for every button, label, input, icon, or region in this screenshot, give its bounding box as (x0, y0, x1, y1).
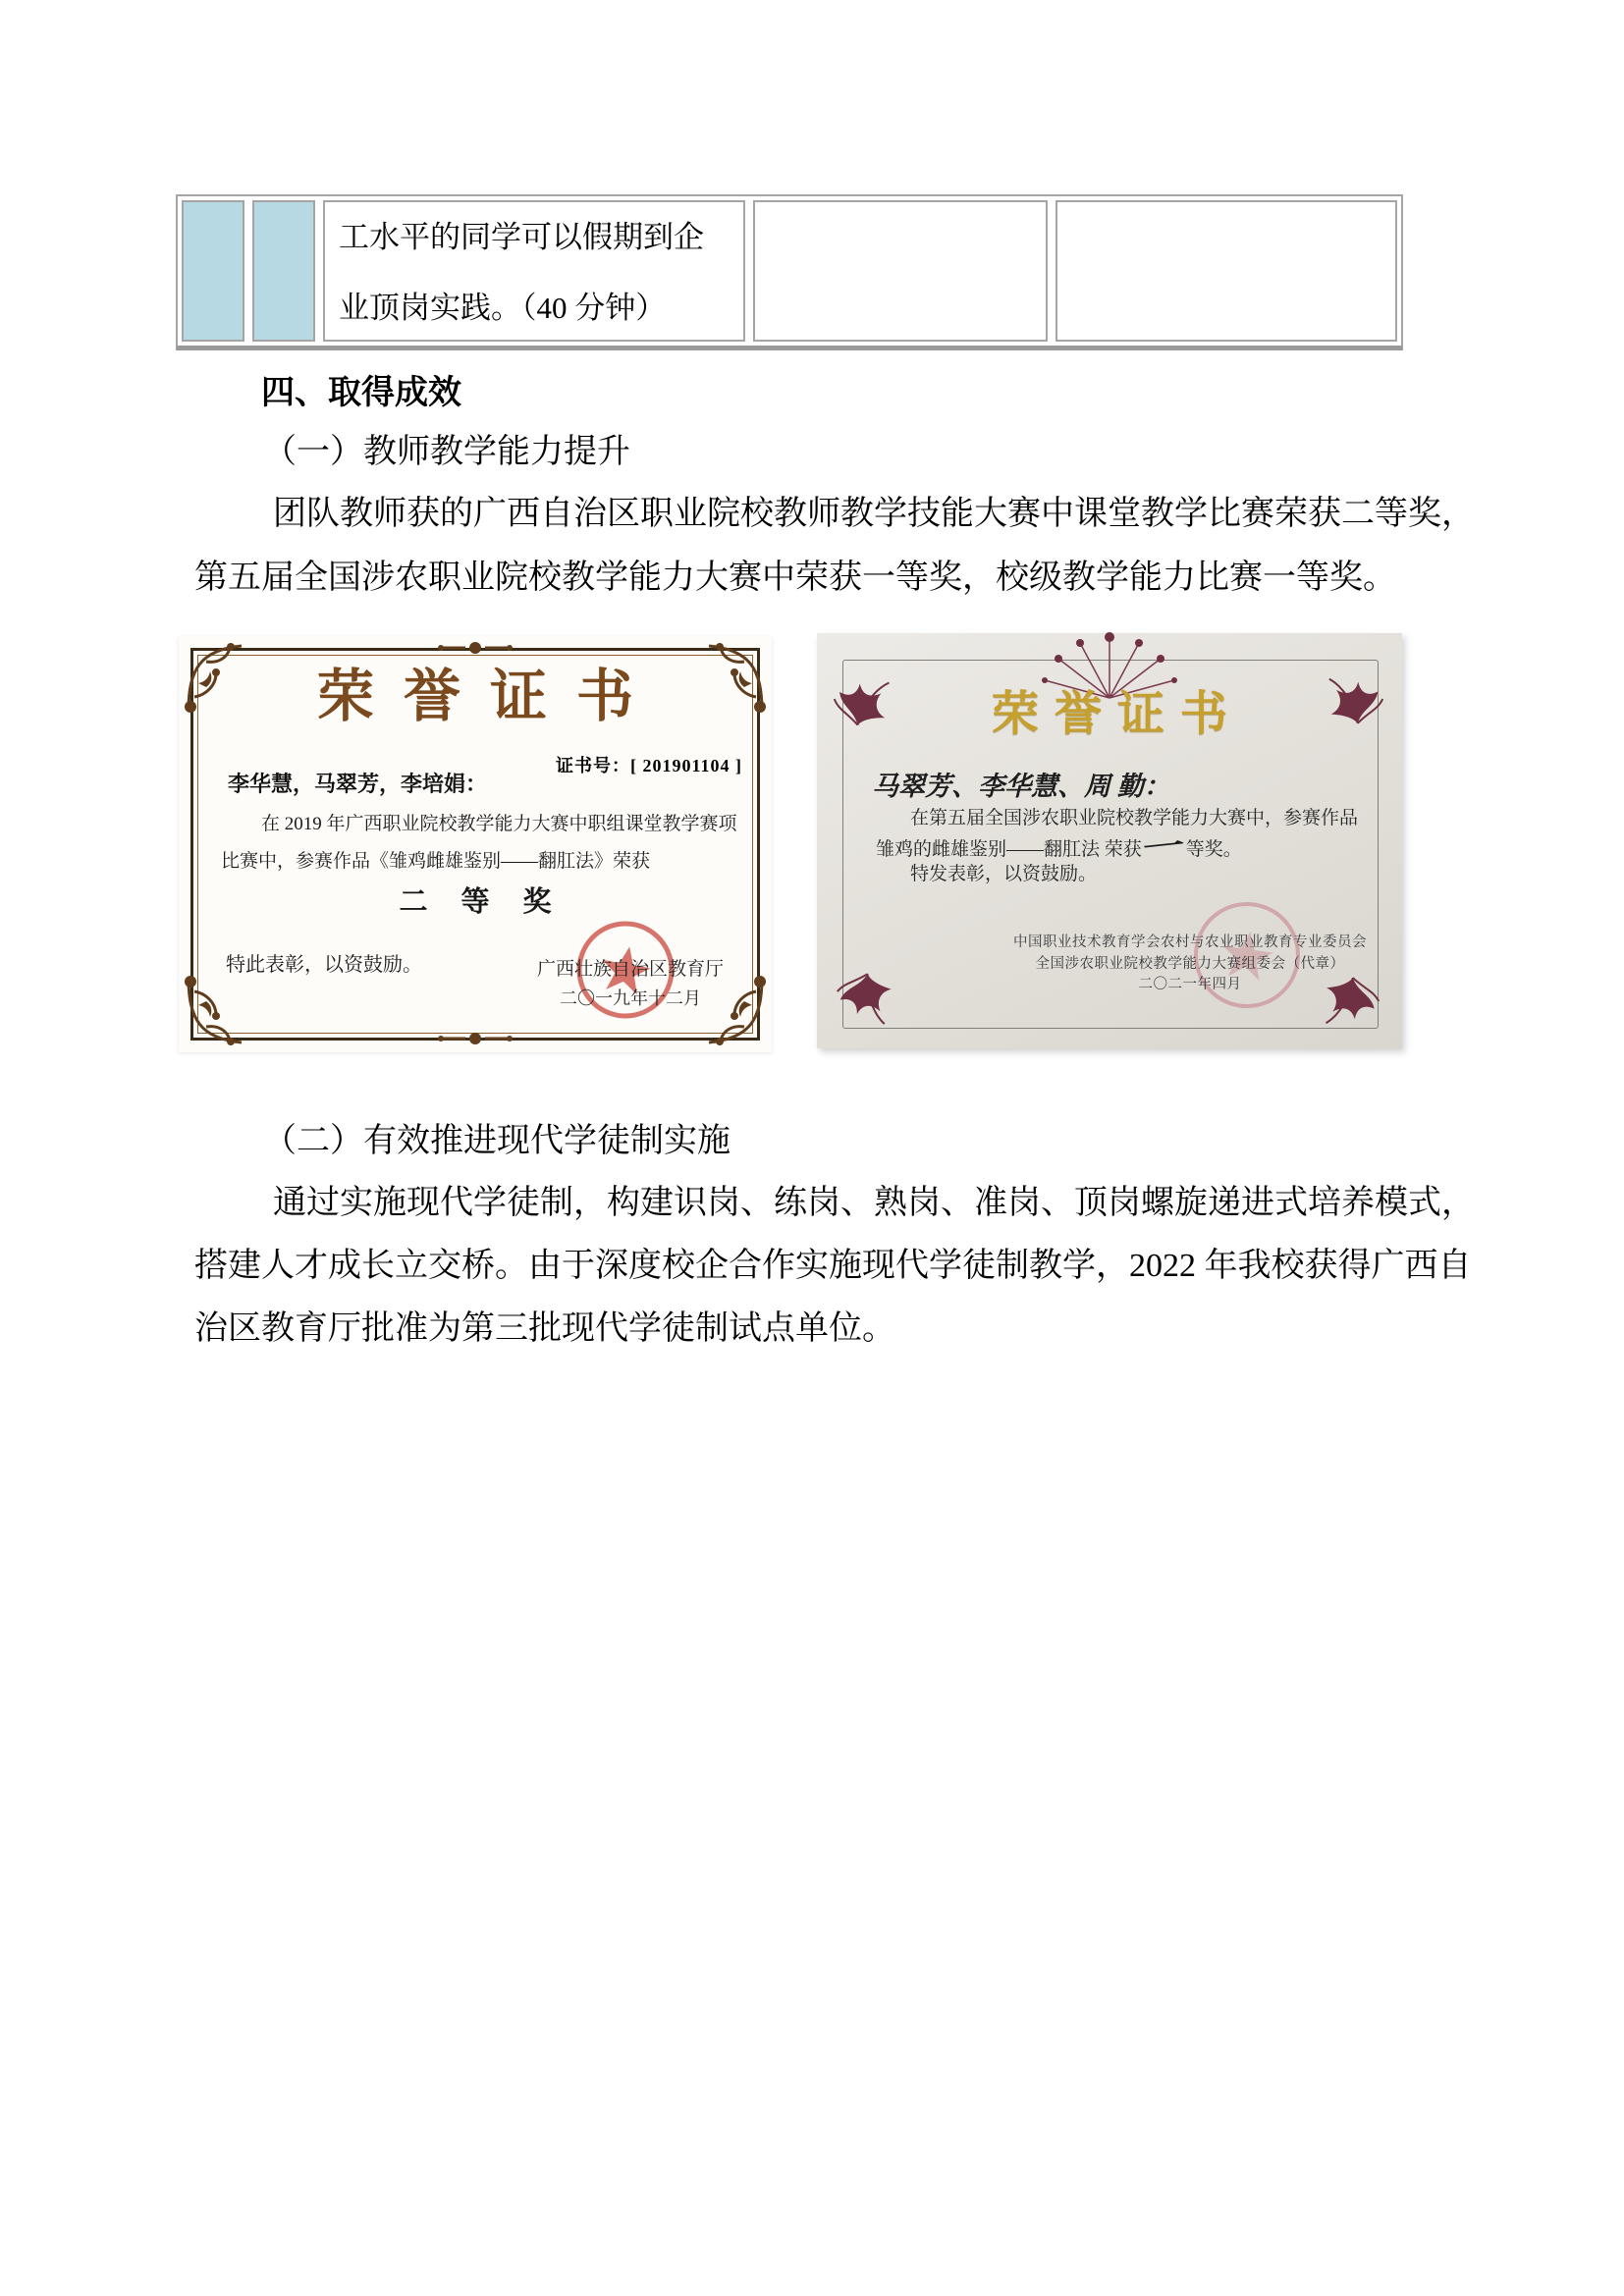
certificate-left-body-line-1: 在 2019 年广西职业院校教学能力大赛中职组课堂教学赛项 (261, 814, 737, 834)
table-fragment (176, 194, 1403, 350)
paragraph-1-line-1: 团队教师获的广西自治区职业院校教师教学技能大赛中课堂教学比赛荣获二等奖， (273, 496, 1475, 532)
certificate-right-body-line-2 (876, 831, 1242, 864)
certificate-right-body-line-2-suffix: 等奖。 (1185, 839, 1242, 860)
certificate-left-commendation: 特此表彰，以资鼓励。 (226, 954, 422, 976)
certificate-right-recipients: 马翠芳、李华慧、周 勤： (872, 772, 1170, 801)
certificate-left-recipients: 李华慧，马翠芳，李培娟： (228, 772, 488, 796)
certificate-image-left (179, 636, 772, 1052)
lily-flower-icon (829, 964, 899, 1035)
paragraph-2-line-3: 治区教育厅批准为第三批现代学徒制试点单位。 (194, 1310, 895, 1347)
certificate-right-date: 二〇二一年四月 (1138, 977, 1242, 992)
table-cell-blue-1 (182, 200, 244, 342)
certificate-right-issuer-line-2: 全国涉农职业院校教学能力大赛组委会（代章） (1035, 955, 1345, 972)
certificate-left-date: 二〇一九年十二月 (560, 988, 701, 1008)
subsection-heading-1: （一）教师教学能力提升 (263, 434, 630, 470)
section-heading: 四、取得成效 (261, 374, 461, 411)
table-cell-empty-2 (1056, 200, 1397, 342)
certificate-left-number: 证书号：[ 201901104 ] (556, 756, 742, 775)
certificate-right-body-line-1: 在第五届全国涉农职业院校教学能力大赛中，参赛作品 (910, 808, 1359, 828)
table-cell-empty-1 (753, 200, 1048, 342)
flourish-corner-icon (185, 976, 257, 1048)
certificate-left-award: 二等奖 (399, 886, 585, 918)
paragraph-2-line-2: 搭建人才成长立交桥。由于深度校企合作实施现代学徒制教学，2022 年我校获得广西自 (194, 1248, 1472, 1284)
certificate-right-issuer-block (964, 933, 1416, 996)
certificate-left-issuer: 广西壮族自治区教育厅 (536, 959, 724, 980)
certificate-left-body-line-2: 比赛中，参赛作品《雏鸡雌雄鉴别——翻肛法》荣获 (221, 851, 651, 872)
certificate-right-body-line-2-prefix: 雏鸡的雌雄鉴别——翻肛法 荣获 (876, 839, 1142, 860)
table-cell-blue-2 (252, 200, 315, 342)
certificate-right-commendation: 特发表彰，以资鼓励。 (910, 864, 1098, 884)
certificate-right-issuer-line-1: 中国职业技术教育学会农村与农业职业教育专业委员会 (1013, 934, 1367, 950)
certificate-image-right (817, 633, 1402, 1048)
certificate-left-title: 荣誉证书 (316, 663, 663, 729)
border-medallion-icon (421, 639, 529, 657)
paragraph-1 (194, 482, 1490, 610)
paragraph-2-line-1: 通过实施现代学徒制，构建识岗、练岗、熟岗、准岗、顶岗螺旋递进式培养模式， (273, 1185, 1475, 1221)
border-medallion-icon (421, 1030, 529, 1047)
paragraph-1-line-2: 第五届全国涉农职业院校教学能力大赛中荣获一等奖，校级教学能力比赛一等奖。 (194, 560, 1396, 596)
paragraph-2 (194, 1172, 1490, 1361)
subsection-heading-2: （二）有效推进现代学徒制实施 (263, 1123, 731, 1159)
handwritten-grade-mark: 一 (1141, 831, 1186, 864)
certificate-right-title: 荣誉证书 (991, 686, 1243, 741)
table-cell-text: 工水平的同学可以假期到企业顶岗实践。（40 分钟） (323, 200, 745, 342)
